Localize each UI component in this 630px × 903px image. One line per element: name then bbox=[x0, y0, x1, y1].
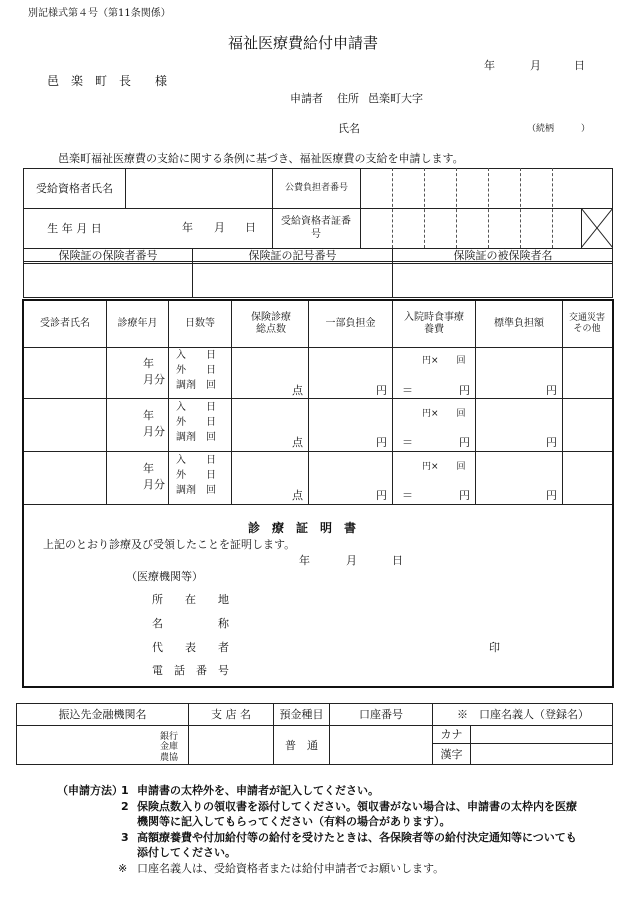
th-standard-charge: 標準負担額 bbox=[494, 317, 544, 329]
institution-address-label: 所 在 地 bbox=[152, 593, 229, 606]
cert-number-label: 受給資格者証番号 bbox=[281, 216, 351, 240]
row-standard-yen: 円 bbox=[546, 384, 557, 397]
note-mark: ※ bbox=[118, 862, 128, 875]
row-dispensing: 調剤 回 bbox=[176, 485, 216, 496]
kanji-label: 漢字 bbox=[440, 747, 463, 761]
public-payer-label: 公費負担者番号 bbox=[284, 182, 348, 193]
row-inpatient: 入 日 bbox=[176, 350, 216, 361]
row-meal-rate: 円× 回 bbox=[422, 356, 466, 366]
applicant-relation: （続柄 ） bbox=[527, 124, 591, 134]
th-traffic-other: 交通災害その他 bbox=[568, 312, 605, 334]
kana-label: カナ bbox=[440, 727, 463, 741]
birth-label: 生 年 月 日 bbox=[47, 221, 102, 235]
th-total-points: 保険診療総点数 bbox=[251, 311, 291, 335]
form-number: 別記様式第４号（第11条関係） bbox=[28, 8, 171, 19]
certification-title: 診 療 証 明 書 bbox=[248, 521, 357, 535]
note-text: 口座名義人は、受給資格者または給付申請者でお願いします。 bbox=[137, 862, 445, 875]
th-copay: 一部負担金 bbox=[325, 317, 376, 329]
instruction-1-text: 申請書の太枠外を、申請者が記入してください。 bbox=[137, 784, 379, 797]
row-copay-yen: 円 bbox=[376, 489, 387, 502]
row-equals: ＝ bbox=[402, 384, 413, 397]
row-standard-yen: 円 bbox=[546, 489, 557, 502]
institution-rep-label: 代 表 者 bbox=[152, 641, 229, 654]
row-month: 月分 bbox=[143, 425, 165, 438]
row-copay-yen: 円 bbox=[376, 436, 387, 449]
cert-year: 年 bbox=[299, 554, 310, 567]
row-equals: ＝ bbox=[402, 436, 413, 449]
row-month: 月分 bbox=[143, 478, 165, 491]
instructions-heading: （申請方法） bbox=[57, 784, 123, 797]
instruction-3-text: 高額療養費や付加給付等の給付を受けたときは、各保険者等の給付決定通知等についても bbox=[137, 831, 577, 844]
seal-mark: 印 bbox=[489, 641, 500, 654]
recipient-name-label: 受給資格者氏名 bbox=[36, 181, 113, 195]
bank-type-list bbox=[160, 732, 178, 763]
row-month: 月分 bbox=[143, 373, 165, 386]
cert-month: 月 bbox=[346, 554, 357, 567]
row-standard-yen: 円 bbox=[546, 436, 557, 449]
row-meal-yen: 円 bbox=[459, 384, 470, 397]
deposit-type-value: 普 通 bbox=[285, 738, 318, 752]
row-year: 年 bbox=[143, 409, 154, 422]
instruction-2-text: 保険点数入りの領収書を添付してください。領収書がない場合は、申請書の太枠内を医療 bbox=[137, 800, 577, 813]
void-cross-icon bbox=[581, 208, 613, 248]
row-points-unit: 点 bbox=[292, 384, 303, 397]
account-holder-label: ※ 口座名義人（登録名） bbox=[457, 707, 589, 721]
bank-name-label: 振込先金融機関名 bbox=[58, 707, 147, 721]
row-dispensing: 調剤 回 bbox=[176, 380, 216, 391]
header-year: 年 bbox=[484, 59, 495, 72]
row-equals: ＝ bbox=[402, 489, 413, 502]
th-meal-cost: 入院時食事療養費 bbox=[404, 311, 464, 335]
row-year: 年 bbox=[143, 462, 154, 475]
applicant-label: 申請者 bbox=[290, 92, 323, 105]
bank-type-shinkin: 金庫 bbox=[160, 742, 179, 753]
birth-year: 年 bbox=[182, 221, 193, 234]
institution-phone-label: 電 話 番 号 bbox=[152, 664, 229, 677]
header-month: 月 bbox=[530, 59, 541, 72]
th-patient-name: 受診者氏名 bbox=[40, 317, 90, 329]
row-meal-yen: 円 bbox=[459, 489, 470, 502]
row-meal-rate: 円× 回 bbox=[422, 462, 466, 472]
form-title: 福祉医療費給付申請書 bbox=[228, 34, 379, 52]
certification-statement: 上記のとおり診療及び受領したことを証明します。 bbox=[43, 538, 296, 551]
row-meal-yen: 円 bbox=[459, 436, 470, 449]
deposit-type-label: 預金種目 bbox=[279, 707, 324, 721]
applicant-address-value: 邑楽町大字 bbox=[368, 92, 423, 105]
symbol-number-label: 保険証の記号番号 bbox=[248, 249, 337, 263]
instruction-3-num: 3 bbox=[121, 831, 129, 844]
th-service-month: 診療年月 bbox=[117, 317, 158, 329]
birth-month: 月 bbox=[214, 221, 225, 234]
row-points-unit: 点 bbox=[292, 436, 303, 449]
instruction-3-text-cont: 添付してください。 bbox=[137, 846, 236, 859]
row-outpatient: 外 日 bbox=[176, 365, 216, 376]
birth-day: 日 bbox=[245, 221, 256, 234]
row-meal-rate: 円× 回 bbox=[422, 409, 466, 419]
instruction-2-text-cont: 機関等に記入してもらってください（有料の場合があります）。 bbox=[137, 815, 451, 828]
institution-label: （医療機関等） bbox=[126, 570, 203, 583]
bank-type-nokyo: 農協 bbox=[160, 752, 179, 763]
applicant-name-label: 氏名 bbox=[338, 122, 360, 135]
institution-name-label: 名 称 bbox=[152, 617, 229, 630]
instruction-1-num: 1 bbox=[121, 784, 129, 797]
account-number-label: 口座番号 bbox=[359, 707, 403, 721]
row-dispensing: 調剤 回 bbox=[176, 432, 216, 443]
row-copay-yen: 円 bbox=[376, 384, 387, 397]
branch-label: 支 店 名 bbox=[211, 707, 251, 721]
bank-type-bank: 銀行 bbox=[160, 732, 179, 742]
th-days: 日数等 bbox=[185, 317, 215, 329]
intro-text: 邑楽町福祉医療費の支給に関する条例に基づき、福祉医療費の支給を申請します。 bbox=[58, 152, 464, 165]
medical-section-frame bbox=[22, 299, 614, 688]
insurer-number-label: 保険証の保険者番号 bbox=[58, 249, 158, 263]
row-outpatient: 外 日 bbox=[176, 470, 216, 481]
cert-day: 日 bbox=[392, 554, 403, 567]
row-inpatient: 入 日 bbox=[176, 402, 216, 413]
header-day: 日 bbox=[574, 59, 585, 72]
row-year: 年 bbox=[143, 357, 154, 370]
row-outpatient: 外 日 bbox=[176, 417, 216, 428]
addressee: 邑 楽 町 長 様 bbox=[47, 74, 168, 88]
row-inpatient: 入 日 bbox=[176, 455, 216, 466]
insured-name-label: 保険証の被保険者名 bbox=[453, 249, 553, 263]
instruction-2-num: 2 bbox=[121, 800, 129, 813]
applicant-address-label: 住所 bbox=[337, 92, 359, 105]
row-points-unit: 点 bbox=[292, 489, 303, 502]
